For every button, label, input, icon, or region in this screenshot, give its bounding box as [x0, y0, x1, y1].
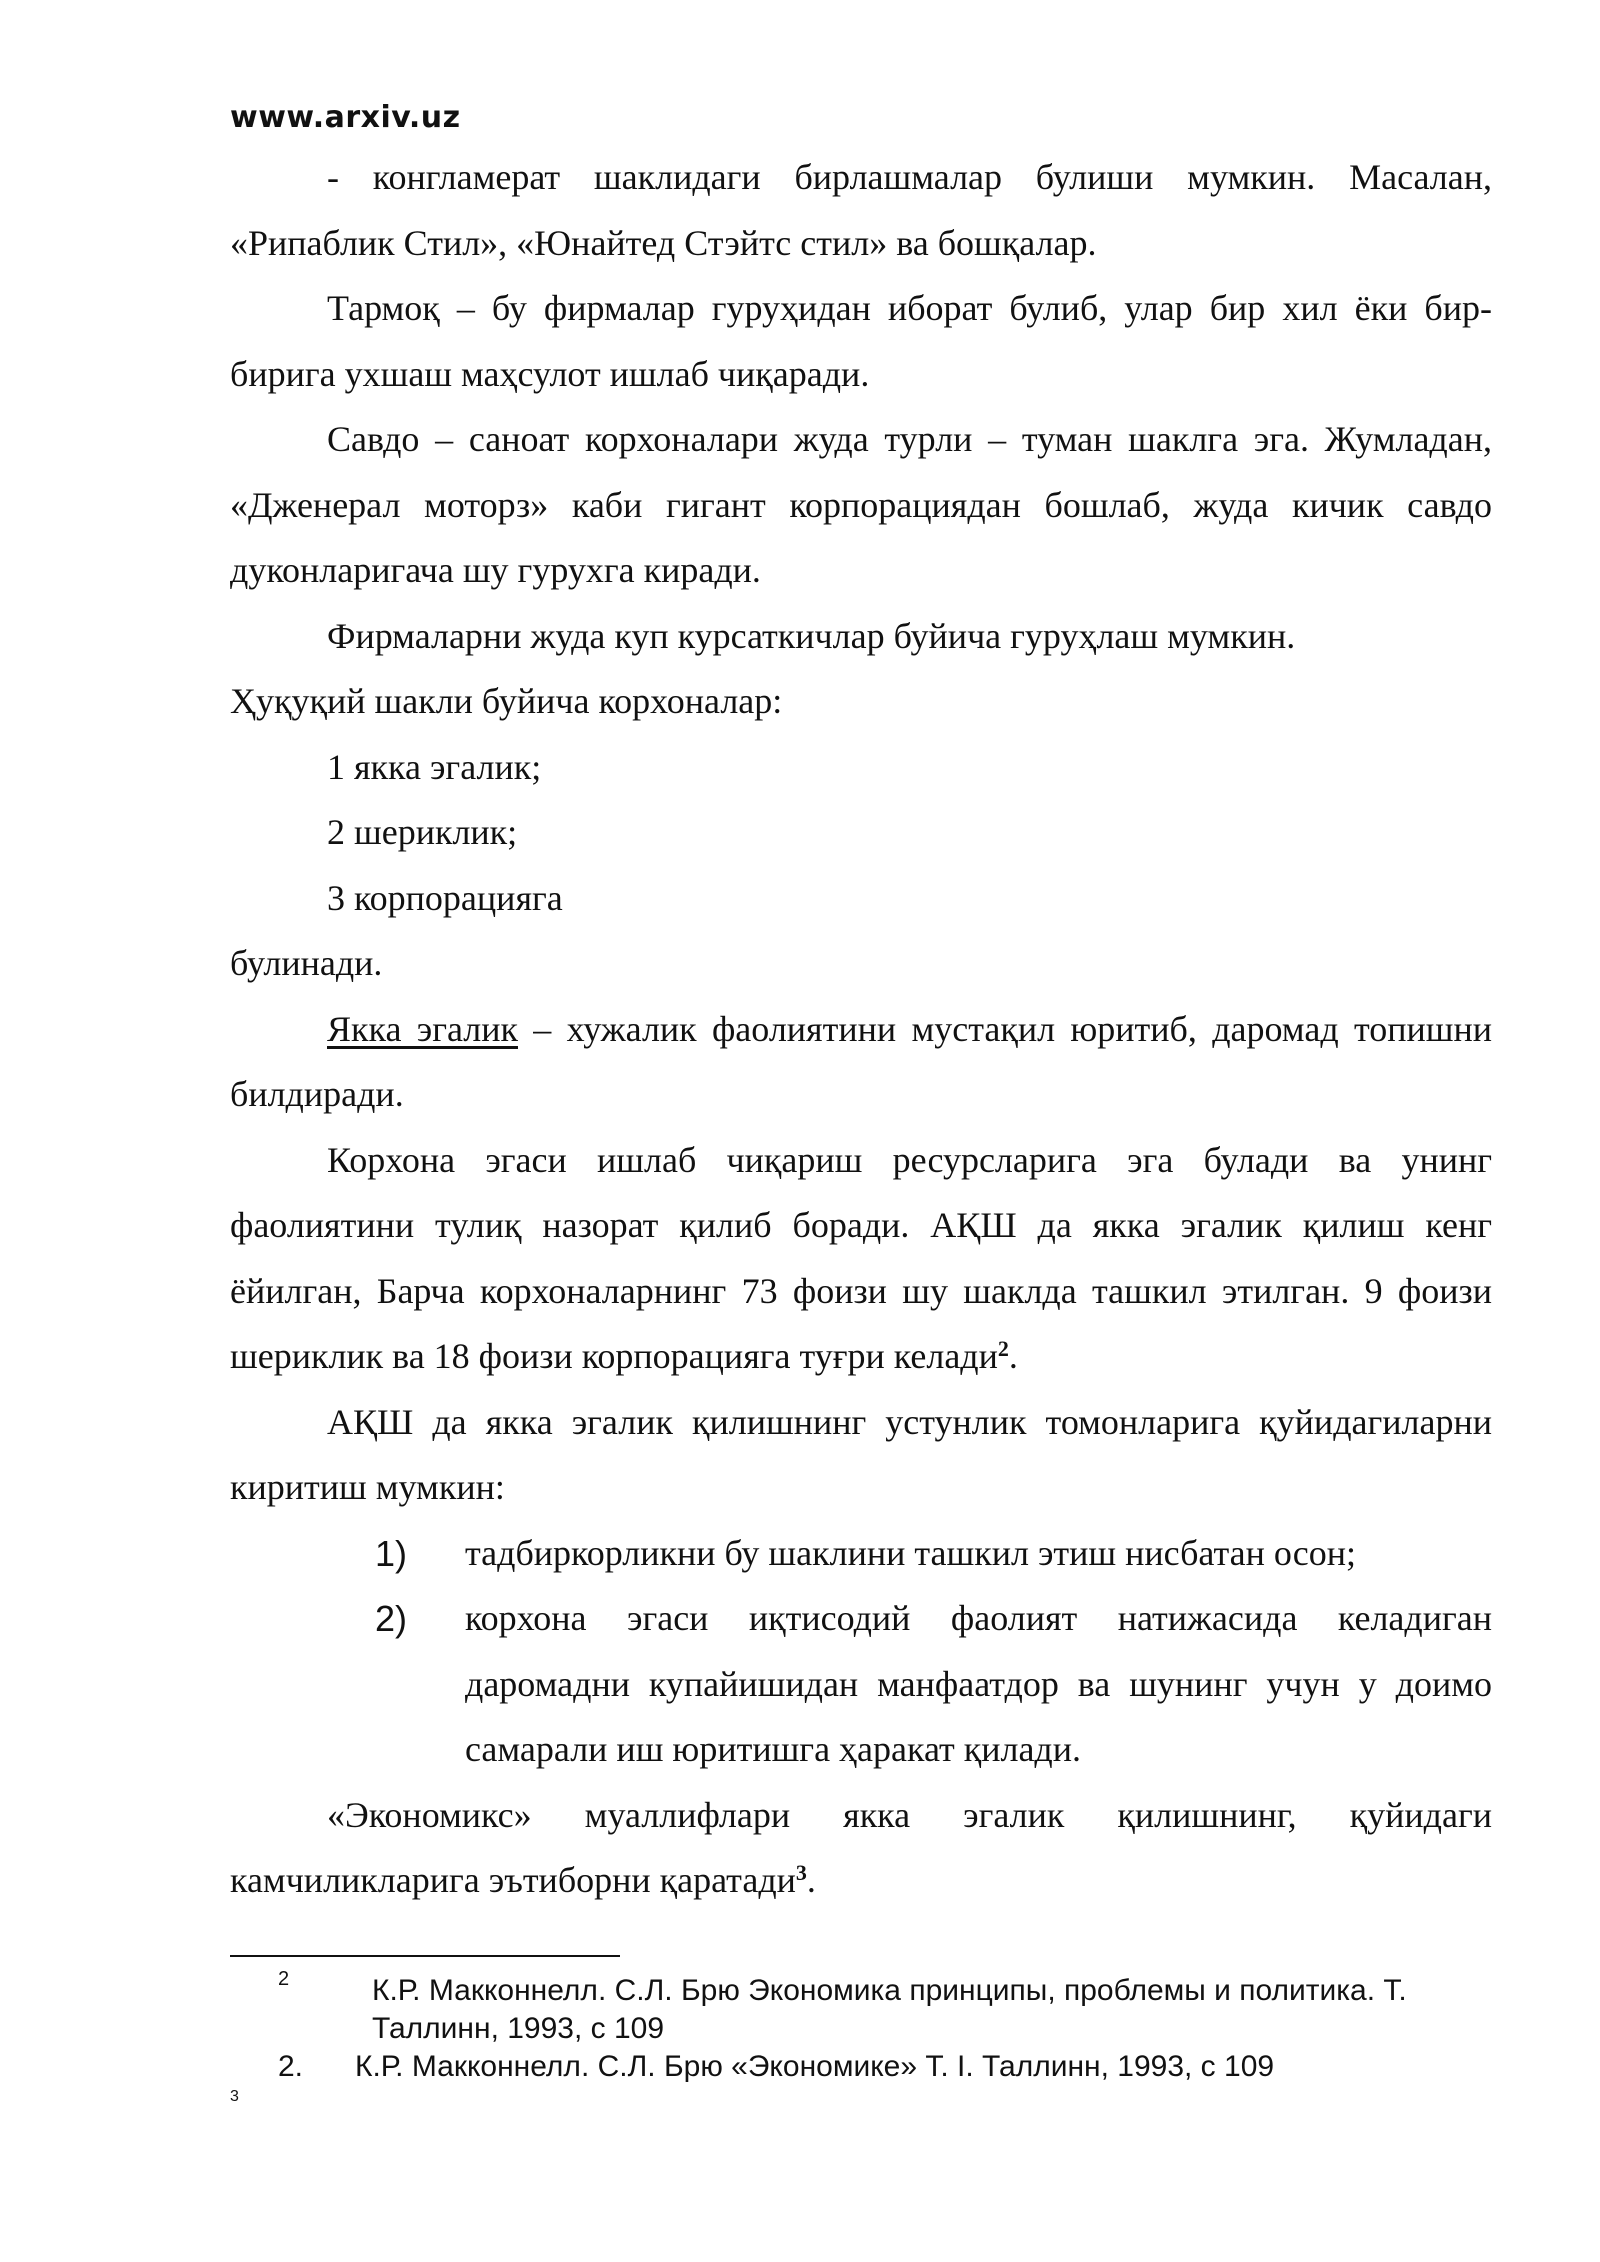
- footnote-text: К.Р. Макконнелл. С.Л. Брю Экономика принципы, проблемы и политика. Т. Таллинн, 1993, с 109: [372, 1974, 1407, 2045]
- paragraph: Фирмаларни жуда куп курсаткичлар буйича гуруҳлаш мумкин.: [327, 615, 1296, 656]
- paragraph: булинади.: [230, 943, 383, 983]
- paragraph-text: «Экономикс» муаллифлари якка эгалик қилишнинг, қуйидаги камчиликларига эътиборни қаратади: [230, 1794, 1492, 1900]
- paragraph: АҚШ да якка эгалик қилишнинг устунлик томонларига қуйидагиларни киритиш мумкин:: [230, 1401, 1492, 1507]
- list-item-text: тадбиркорликни бу шаклини ташкил этиш нисбатан осон;: [465, 1532, 1357, 1573]
- list-item: 1 якка эгалик;: [327, 746, 542, 787]
- paragraph: Савдо – саноат корхоналари жуда турли – туман шаклга эга. Жумладан, «Дженерал моторз» каби гигант корпорациядан бошлаб, жуда кичик савдо дуконларигача шу гурухга киради.: [230, 419, 1492, 590]
- paragraph: [230, 997, 1492, 1128]
- list-item-text: корхона эгаси иқтисодий фаолият натижасида келадиган даромадни купайишидан манфаатдор ва шунинг учун у доимо самарали иш юритишга ҳаракат қилади.: [465, 1598, 1492, 1769]
- footnote-number: 2.: [278, 2050, 304, 2083]
- paragraph: Ҳуқуқий шакли буйича корхоналар:: [230, 681, 783, 721]
- paragraph: Тармоқ – бу фирмалар гуруҳидан иборат булиб, улар бир хил ёки бир-бирига ухшаш маҳсулот ишлаб чиқаради.: [230, 288, 1492, 394]
- paragraph-text: .: [1008, 1336, 1018, 1376]
- underlined-term: Якка эгалик: [327, 1008, 518, 1049]
- list-item: 2 шериклик;: [327, 812, 518, 852]
- paragraph-text: – хужалик фаолиятини мустақил юритиб, даромад топишни билдиради.: [230, 1008, 1492, 1114]
- list-number: 1): [375, 1532, 408, 1574]
- paragraph: [230, 1783, 1492, 1914]
- document-body: [230, 145, 1492, 1914]
- footnote-ref: 3: [795, 1860, 807, 1885]
- list-item: 3 корпорацияга: [327, 877, 563, 918]
- paragraph: - конгламерат шаклидаги бирлашмалар булиши мумкин. Масалан, «Рипаблик Стил», «Юнайтед Стэйтс стил» ва бошқалар.: [230, 157, 1492, 263]
- footnote-ref: 2: [997, 1336, 1009, 1361]
- paragraph-text: Корхона эгаси ишлаб чиқариш ресурсларига эга булади ва унинг фаолиятини тулиқ назорат қилиб боради. АҚШ да якка эгалик қилиш кенг ёйилган, Барча корхоналарнинг 73 фоизи шу шаклда ташкил этилган. 9 фоизи шериклик ва 18 фоизи корпорацияга туғри келади: [230, 1139, 1492, 1376]
- footnote-separator: [230, 1955, 620, 1957]
- list-number: 2): [375, 1598, 408, 1639]
- footnote-mark: 3: [230, 2088, 239, 2105]
- list-item: [230, 1521, 1492, 1587]
- paragraph-text: .: [806, 1860, 816, 1900]
- footnote-text: К.Р. Макконнелл. С.Л. Брю «Экономике» Т. I. Таллинн, 1993, с 109: [355, 2050, 1275, 2083]
- numbered-list: [230, 1521, 1492, 1783]
- paragraph: [230, 1128, 1492, 1390]
- site-watermark: www.arxiv.uz: [230, 100, 461, 135]
- footnote-mark: 2: [278, 1968, 290, 1990]
- list-item: [230, 1586, 1492, 1783]
